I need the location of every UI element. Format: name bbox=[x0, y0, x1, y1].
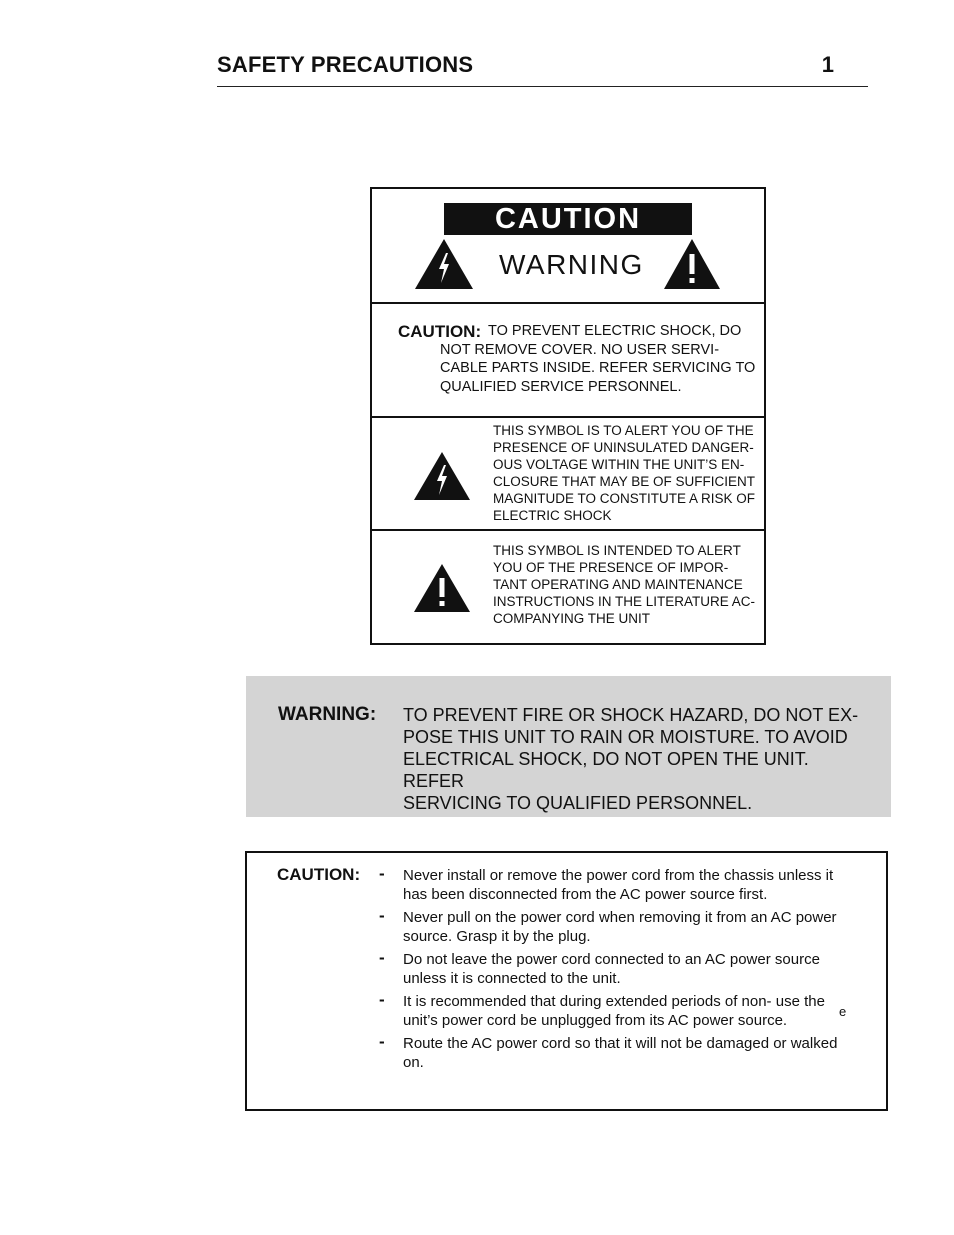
lightning-symbol-text: THIS SYMBOL IS TO ALERT YOU OF THE PRESENCE OF UNINSULATED DANGER- OUS VOLTAGE WITHIN THE UNIT’S EN- CLOSURE THAT MAY BE OF SUFFICIENT MAGNITUDE TO CONSTITUTE A RISK OF ELECTRIC SHOCK bbox=[493, 423, 756, 523]
list-item: - Route the AC power cord so that it will not be damaged or walked on. bbox=[379, 1032, 838, 1071]
list-item: - It is recommended that during extended periods of non- use the unit’s power cord be unplugged from its AC power source. bbox=[379, 990, 825, 1029]
caution-box-header bbox=[372, 189, 764, 304]
bullet-dash: - bbox=[379, 906, 385, 925]
caution-list-label: CAUTION: bbox=[277, 865, 361, 884]
exclamation-triangle-icon bbox=[664, 239, 720, 289]
bullet-dash: - bbox=[379, 990, 385, 1009]
list-item: - Never install or remove the power cord from the chassis unless it has been disconnected from the AC power source first. bbox=[379, 864, 834, 903]
warning-word: WARNING bbox=[499, 249, 644, 280]
power-cord-caution-box bbox=[245, 851, 888, 1111]
bullet-dash: - bbox=[379, 948, 385, 967]
section-title: SAFETY PRECAUTIONS bbox=[217, 52, 474, 77]
caution-banner: CAUTION bbox=[444, 203, 692, 235]
list-item: - Do not leave the power cord connected to an AC power source unless it is connected to the unit. bbox=[379, 948, 820, 987]
bullet-dash: - bbox=[379, 864, 385, 883]
caution-label-box bbox=[370, 187, 766, 645]
warning-text: TO PREVENT FIRE OR SHOCK HAZARD, DO NOT EX- POSE THIS UNIT TO RAIN OR MOISTURE. TO AVOID ELECTRICAL SHOCK, DO NOT OPEN THE UNIT. REFER SERVICING TO QUALIFIED PERSONNEL. bbox=[403, 705, 859, 813]
bullet-dash: - bbox=[379, 1032, 385, 1051]
page-number: 1 bbox=[821, 52, 834, 77]
caution-statement bbox=[372, 304, 764, 418]
lightning-symbol-explanation bbox=[372, 418, 764, 531]
lightning-triangle-icon bbox=[415, 239, 473, 289]
page-header bbox=[217, 50, 868, 87]
exclamation-symbol-text: THIS SYMBOL IS INTENDED TO ALERT YOU OF THE PRESENCE OF IMPOR- TANT OPERATING AND MAINTENANCE INSTRUCTIONS IN THE LITERATURE AC- COMPANYING THE UNIT bbox=[493, 543, 756, 626]
list-item: - Never pull on the power cord when removing it from an AC power source. Grasp it by the plug. bbox=[379, 906, 837, 945]
caution-list bbox=[379, 864, 859, 1077]
caution-statement-text: TO PREVENT ELECTRIC SHOCK, DO NOT REMOVE COVER. NO USER SERVI- CABLE PARTS INSIDE. REFER SERVICING TO QUALIFIED SERVICE PERSONNEL. bbox=[440, 323, 756, 395]
caution-statement-label: CAUTION: bbox=[398, 322, 482, 341]
lightning-triangle-icon bbox=[414, 452, 470, 500]
exclamation-triangle-icon bbox=[414, 564, 470, 612]
warning-label: WARNING: bbox=[278, 704, 377, 725]
warning-panel bbox=[246, 676, 891, 817]
exclamation-symbol-explanation bbox=[372, 531, 764, 643]
stray-mark: e bbox=[839, 1004, 847, 1019]
